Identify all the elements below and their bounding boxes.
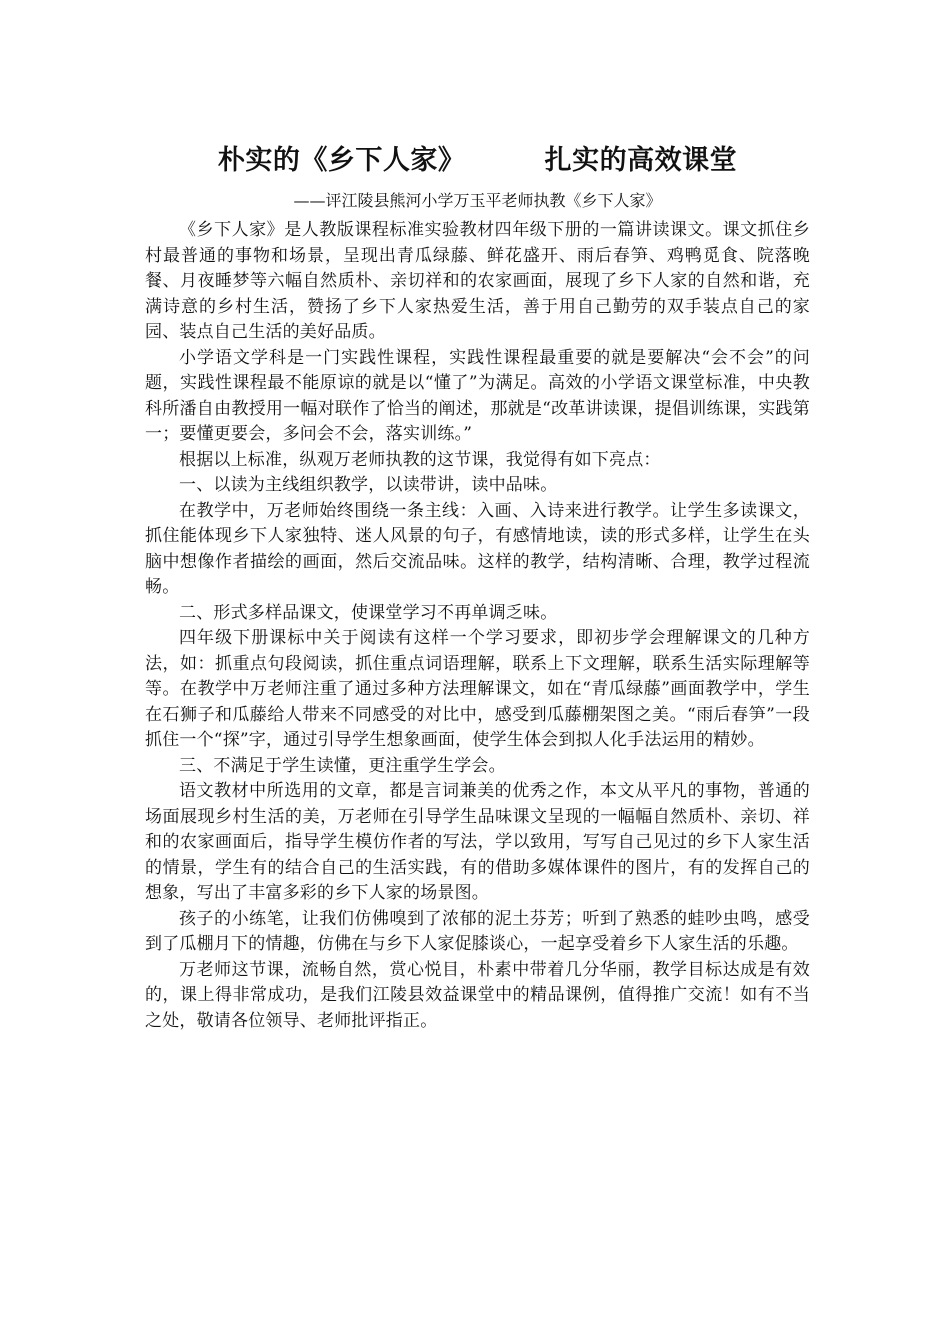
paragraph-intro: 《乡下人家》是人教版课程标准实验教材四年级下册的一篇讲读课文。课文抓住乡村最普通的事物和场景，呈现出青瓜绿藤、鲜花盛开、雨后春笋、鸡鸭觅食、院落晚餐、月夜睡梦等六幅自然质朴、亲切祥和的农家画面，展现了乡下人家的自然和谐，充满诗意的乡村生活，赞扬了乡下人家热爱生活，善于用自己勤劳的双手装点自己的家园、装点自己生活的美好品质。: [145, 220, 810, 342]
paragraph-standard: 小学语文学科是一门实践性课程，实践性课程最重要的就是要解决“会不会”的问题，实践性课程最不能原谅的就是以“懂了”为满足。高效的小学语文课堂标准，中央教科所潘自由教授用一幅对联作了恰当的阐述，那就是“改革讲读课，提倡训练课，实践第一；要懂更要会，多问会不会，落实训练。”: [145, 347, 810, 444]
paragraph-writing-practice: 孩子的小练笔，让我们仿佛嗅到了浓郁的泥土芬芳；听到了熟悉的蛙吵虫鸣，感受到了瓜棚月下的情趣，仿佛在与乡下人家促膝谈心，一起享受着乡下人家生活的乐趣。: [145, 908, 810, 954]
section-heading-2: 二、形式多样品课文，使课堂学习不再单调乏味。: [179, 602, 558, 623]
paragraph-conclusion: 万老师这节课，流畅自然，赏心悦目，朴素中带着几分华丽，教学目标达成是有效的，课上得非常成功，是我们江陵县效益课堂中的精品课例，值得推广交流！如有不当之处，敬请各位领导、老师批评指正。: [145, 959, 810, 1031]
document-page: [145, 140, 810, 1034]
section-heading-3: 三、不满足于学生读懂，更注重学生学会。: [179, 755, 506, 776]
section-heading-1: 一、以读为主线组织教学，以读带讲，读中品味。: [179, 475, 558, 495]
paragraph-section-1: 在教学中，万老师始终围绕一条主线：入画、入诗来进行教学。让学生多读课文，抓住能体现乡下人家独特、迷人风景的句子，有感情地读，读的形式多样，让学生在头脑中想像作者描绘的画面，然后交流品味。这样的教学，结构清晰、合理，教学过程流畅。: [145, 500, 810, 597]
document-subtitle: ——评江陵县熊河小学万玉平老师执教《乡下人家》: [293, 191, 662, 210]
paragraph-highlights-lead: 根据以上标准，纵观万老师执教的这节课，我觉得有如下亮点：: [179, 449, 661, 470]
paragraph-section-2: 四年级下册课标中关于阅读有这样一个学习要求，即初步学会理解课文的几种方法，如：抓重点句段阅读，抓住重点词语理解，联系上下文理解，联系生活实际理解等等。在教学中万老师注重了通过多种方法理解课文，如在“青瓜绿藤”画面教学中，学生在石狮子和瓜藤给人带来不同感受的对比中，感受到瓜藤棚架图之美。“雨后春笋”一段抓住一个“探”字，通过引导学生想象画面，使学生体会到拟人化手法运用的精妙。: [145, 628, 810, 750]
paragraph-section-3: 语文教材中所选用的文章，都是言词兼美的优秀之作，本文从平凡的事物，普通的场面展现乡村生活的美，万老师在引导学生品味课文呈现的一幅幅自然质朴、亲切、祥和的农家画面后，指导学生模仿作者的写法，学以致用，写写自己见过的乡下人家生活的情景，学生有的结合自己的生活实践，有的借助多媒体课件的图片，有的发挥自己的想象，写出了丰富多彩的乡下人家的场景图。: [145, 781, 810, 903]
document-title: 朴实的《乡下人家》 扎实的高效课堂: [217, 145, 738, 176]
